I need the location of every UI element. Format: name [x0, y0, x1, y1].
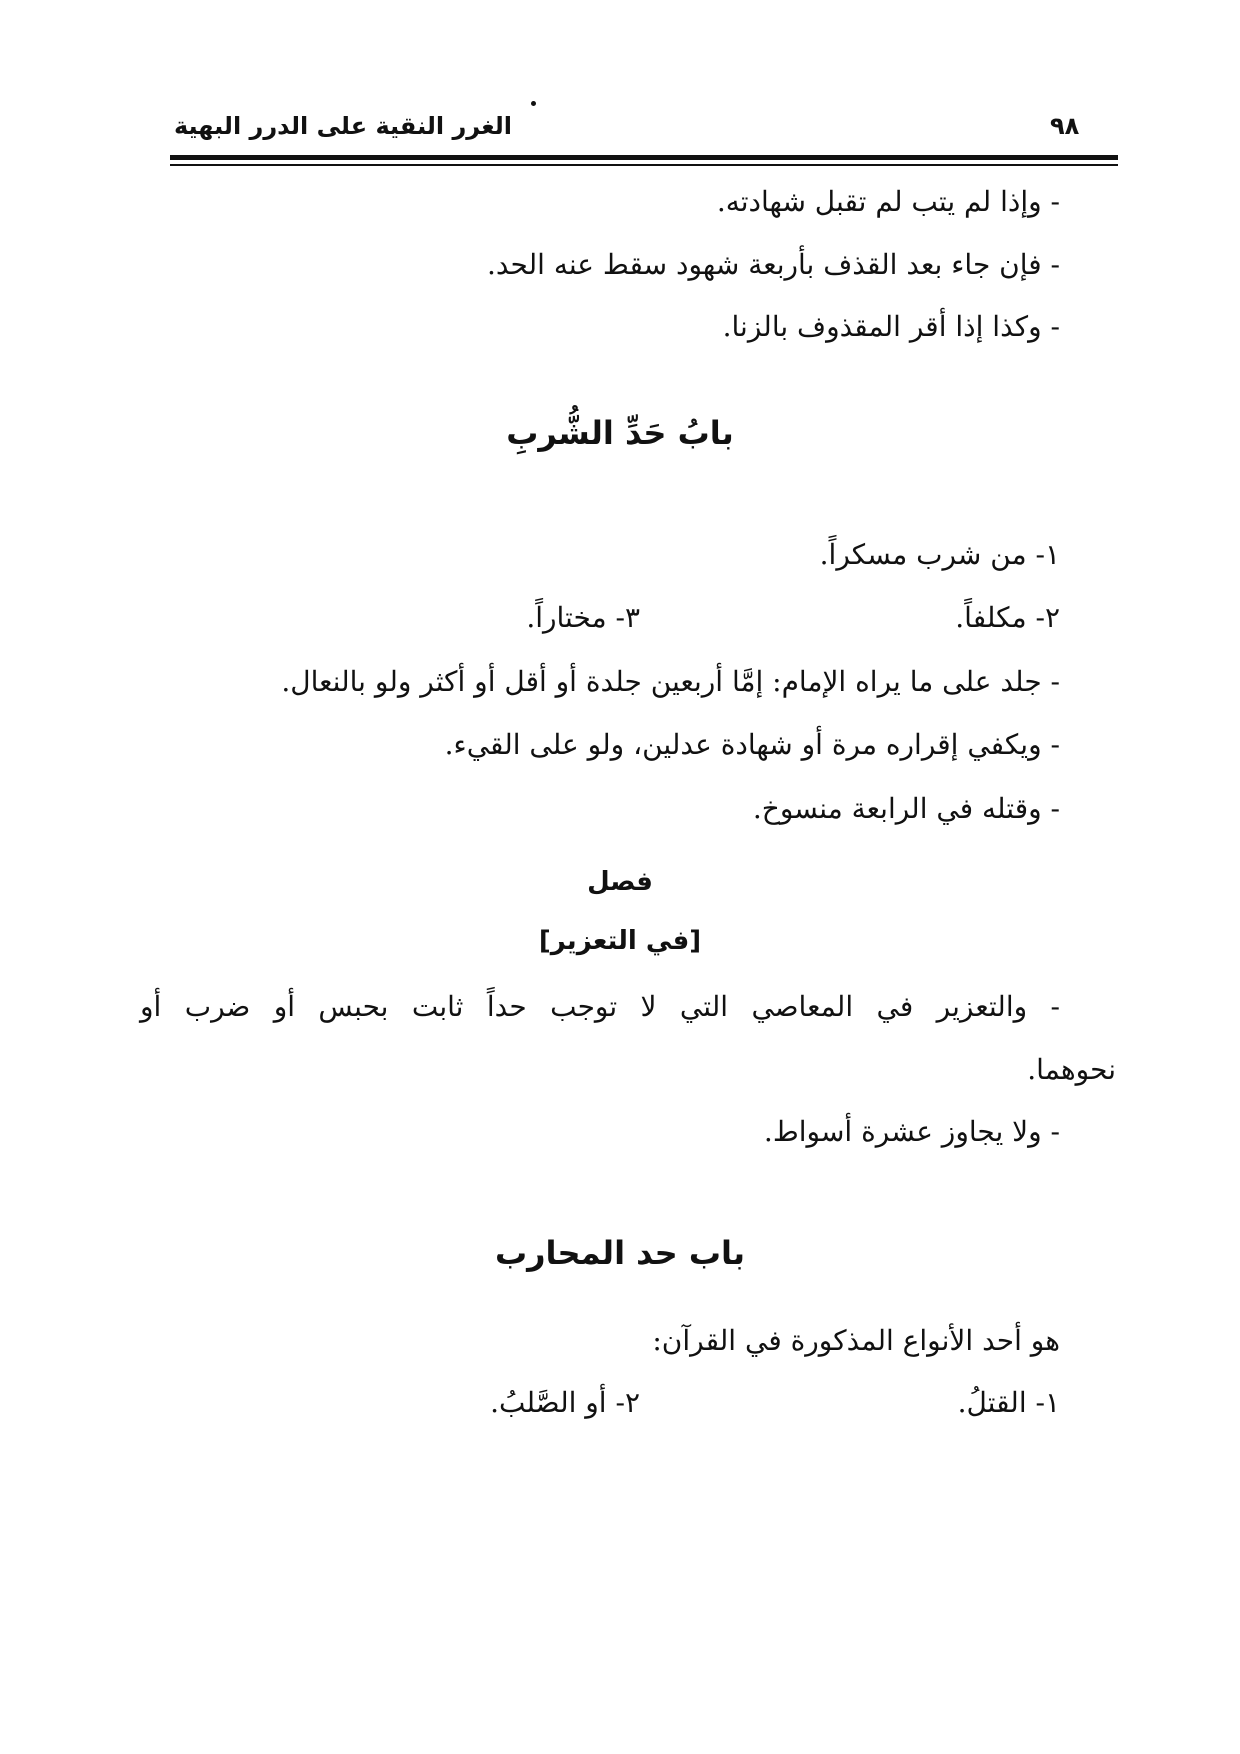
page-number: ٩٨ [1050, 112, 1080, 140]
header-dot-mark [531, 101, 536, 106]
header-rule-thick [170, 155, 1118, 160]
muharib-item-1: ١- القتلُ. [957, 1386, 1060, 1419]
muharib-intro: هو أحد الأنواع المذكورة في القرآن: [652, 1324, 1060, 1357]
sharb-condition-1: ١- من شرب مسكراً. [819, 538, 1060, 571]
chapter-heading-muharib: باب حد المحارب [494, 1234, 746, 1272]
fasl-heading: فصل [587, 867, 653, 897]
running-title: الغرر النقية على الدرر البهية [173, 112, 512, 140]
tazir-paragraph-line-1: - والتعزير في المعاصي التي لا توجب حداً ثابت بحبس أو ضرب أو [140, 990, 1060, 1023]
tazir-subheading: [في التعزير] [538, 926, 702, 956]
tazir-paragraph-line-2: نحوهما. [1027, 1053, 1116, 1086]
qadhf-line-1: - وإذا لم يتب لم تقبل شهادته. [716, 185, 1060, 218]
sharb-line-1: - جلد على ما يراه الإمام: إمَّا أربعين جلدة أو أقل أو أكثر ولو بالنعال. [281, 665, 1060, 698]
qadhf-line-2: - فإن جاء بعد القذف بأربعة شهود سقط عنه الحد. [486, 248, 1060, 281]
sharb-condition-2: ٢- مكلفاً. [955, 601, 1060, 634]
muharib-item-2: ٢- أو الصَّلبُ. [490, 1386, 640, 1419]
sharb-line-3: - وقتله في الرابعة منسوخ. [752, 792, 1060, 825]
qadhf-line-3: - وكذا إذا أقر المقذوف بالزنا. [722, 310, 1060, 343]
sharb-condition-3: ٣- مختاراً. [526, 601, 640, 634]
tazir-line-last: - ولا يجاوز عشرة أسواط. [763, 1115, 1060, 1148]
chapter-heading-sharb: بابُ حَدِّ الشُّربِ [506, 414, 734, 452]
sharb-line-2: - ويكفي إقراره مرة أو شهادة عدلين، ولو على القيء. [444, 728, 1060, 761]
header-rule-thin [170, 164, 1118, 166]
